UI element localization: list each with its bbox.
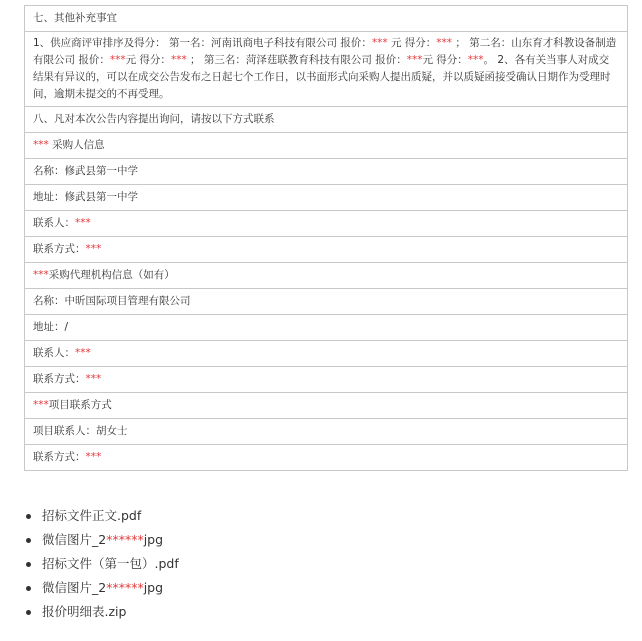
agency-contact	[25, 341, 628, 367]
masked-value: ***	[85, 373, 102, 385]
table-row	[25, 263, 628, 289]
table-row	[25, 237, 628, 263]
agency-heading-text: 采购代理机构信息（如有）	[48, 269, 175, 281]
field-label: 联系方式：	[33, 373, 86, 385]
section-8-title	[25, 107, 628, 133]
field-label: 名称：	[33, 295, 65, 307]
masked-value: ******	[106, 580, 144, 595]
section-8-title-text: 八、凡对本次公告内容提出询问，请按以下方式联系	[33, 113, 275, 125]
purchaser-contact	[25, 211, 628, 237]
purchaser-name	[25, 159, 628, 185]
attachment-name[interactable]: 微信图片_2	[42, 532, 107, 547]
table-row	[25, 393, 628, 419]
body-text: 1、供应商评审排序及得分： 第一名：河南讯商电子科技有限公司 报价：	[33, 37, 372, 49]
table-row	[25, 159, 628, 185]
agency-name	[25, 289, 628, 315]
bullet-icon	[26, 562, 31, 567]
attachment-link[interactable]	[22, 600, 179, 624]
masked-value: ***	[170, 54, 187, 66]
agency-address	[25, 315, 628, 341]
table-row	[25, 211, 628, 237]
attachment-ext[interactable]: jpg	[143, 532, 164, 547]
body-text: ； 第二名：山东育才科教设备制造有限公司 报价：	[33, 37, 617, 66]
field-label: 名称：	[33, 165, 65, 177]
attachment-list	[22, 504, 179, 624]
table-row	[25, 32, 628, 107]
table-row	[25, 419, 628, 445]
field-value: 修武县第一中学	[64, 191, 138, 203]
masked-value: ***	[371, 37, 388, 49]
attachment-link[interactable]	[22, 552, 179, 576]
field-value: /	[64, 321, 69, 333]
table-row	[25, 367, 628, 393]
body-text: 元 得分：	[387, 37, 437, 49]
field-label: 地址：	[33, 191, 65, 203]
masked-value: ***	[406, 54, 423, 66]
attachment-name[interactable]: 招标文件正文.pdf	[42, 508, 142, 523]
field-label: 联系方式：	[33, 243, 86, 255]
project-heading-text: 项目联系方式	[48, 399, 112, 411]
field-label: 联系人：	[33, 347, 75, 359]
attachment-link[interactable]	[22, 528, 179, 552]
masked-value: ******	[106, 532, 144, 547]
body-text: 元 得分：	[125, 54, 171, 66]
purchaser-address	[25, 185, 628, 211]
masked-value: ***	[467, 54, 484, 66]
masked-value: ***	[85, 243, 102, 255]
body-text: ； 第三名：菏泽莛联教育科技有限公司 报价：	[186, 54, 407, 66]
project-phone	[25, 445, 628, 471]
bullet-icon	[26, 514, 31, 519]
body-text: 元 得分：	[422, 54, 468, 66]
attachment-name[interactable]: 报价明细表.zip	[42, 604, 127, 619]
purchaser-heading	[25, 133, 628, 159]
table-row	[25, 445, 628, 471]
agency-heading	[25, 263, 628, 289]
project-contact	[25, 419, 628, 445]
purchaser-heading-text: 采购人信息	[48, 139, 105, 151]
bullet-icon	[26, 538, 31, 543]
field-label: 地址：	[33, 321, 65, 333]
field-label: 联系人：	[33, 217, 75, 229]
masked-value: ***	[436, 37, 453, 49]
table-row	[25, 133, 628, 159]
agency-phone	[25, 367, 628, 393]
field-label: 联系方式：	[33, 451, 86, 463]
masked-value: ***	[33, 139, 49, 151]
body-text: 。 2、各有关当事人对成交结果有异议的，可以在成交公告发布之日起七个工作日，以书面形式向采购人提出质疑，并以质疑函接受确认日期作为受理时间，逾期未提交的不再受理。	[33, 54, 611, 100]
project-heading	[25, 393, 628, 419]
attachment-ext[interactable]: jpg	[143, 580, 164, 595]
table-row	[25, 6, 628, 32]
masked-value: ***	[109, 54, 126, 66]
attachment-link[interactable]	[22, 576, 179, 600]
section-7-title-text: 七、其他补充事宜	[33, 12, 117, 24]
attachment-name[interactable]: 微信图片_2	[42, 580, 107, 595]
masked-value: ***	[75, 347, 91, 359]
masked-value: ***	[75, 217, 91, 229]
table-row	[25, 185, 628, 211]
section-7-body	[25, 32, 628, 107]
masked-value: ***	[33, 269, 49, 281]
table-row	[25, 289, 628, 315]
bullet-icon	[26, 586, 31, 591]
field-value: 修武县第一中学	[64, 165, 138, 177]
table-row	[25, 315, 628, 341]
field-value: 胡女士	[96, 425, 128, 437]
table-row	[25, 107, 628, 133]
bullet-icon	[26, 610, 31, 615]
attachment-name[interactable]: 招标文件（第一包）.pdf	[42, 556, 179, 571]
field-value: 中昕国际项目管理有限公司	[64, 295, 191, 307]
field-label: 项目联系人：	[33, 425, 96, 437]
section-7-title	[25, 6, 628, 32]
attachment-link[interactable]	[22, 504, 179, 528]
table-row	[25, 341, 628, 367]
purchaser-phone	[25, 237, 628, 263]
masked-value: ***	[33, 399, 49, 411]
announcement-table	[24, 5, 628, 471]
masked-value: ***	[85, 451, 102, 463]
